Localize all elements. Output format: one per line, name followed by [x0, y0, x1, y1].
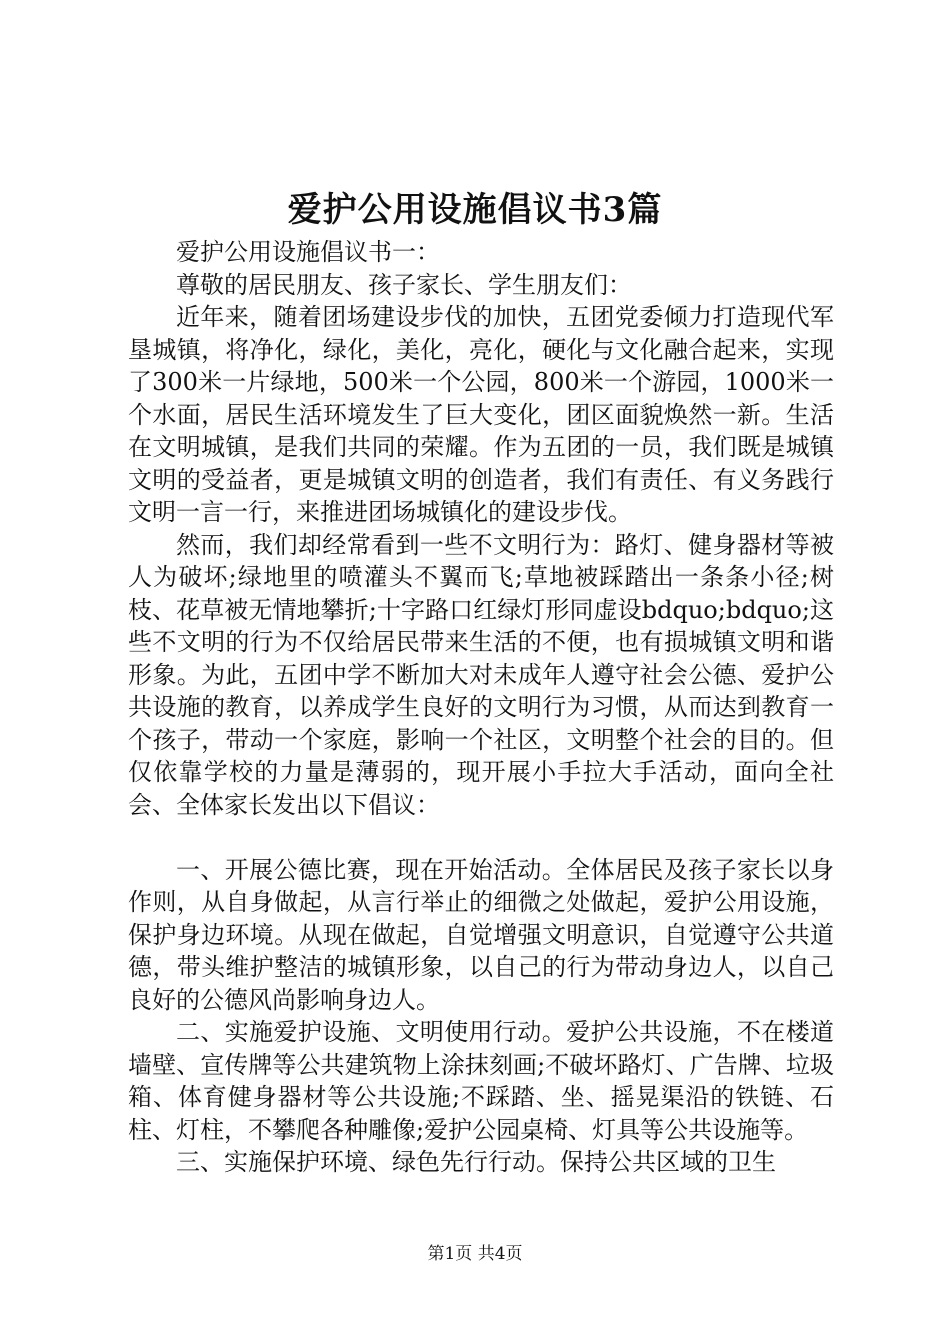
page-number-footer: 第1页 共4页	[427, 1244, 523, 1264]
paragraph-problems: 然而，我们却经常看到一些不文明行为：路灯、健身器材等被人为破坏;绿地里的喷灌头不翼而飞;草地被踩踏出一条条小径;树枝、花草被无情地攀折;十字路口红绿灯形同虚设bdquo;bdquo;这些不文明的行为不仅给居民带来生活的不便，也有损城镇文明和谐形象。为此，五团中学不断加大对未成年人遵守社会公德、爱护公共设施的教育，以养成学生良好的文明行为习惯，从而达到教育一个孩子，带动一个家庭，影响一个社区，文明整个社会的目的。但仅依靠学校的力量是薄弱的，现开展小手拉大手活动，面向全社会、全体家长发出以下倡议：	[128, 530, 834, 819]
paragraph-proposal-3: 三、实施保护环境、绿色先行行动。保持公共区域的卫生	[176, 1148, 776, 1176]
page-title: 爱护公用设施倡议书3篇	[287, 190, 663, 230]
paragraph-salutation: 尊敬的居民朋友、孩子家长、学生朋友们：	[176, 270, 632, 299]
paragraph-proposal-2: 二、实施爱护设施、文明使用行动。爱护公共设施，不在楼道墙壁、宣传牌等公共建筑物上涂抹刻画;不破坏路灯、广告牌、垃圾箱、体育健身器材等公共设施;不踩踏、坐、摇晃渠沿的铁链、石柱、灯柱，不攀爬各种雕像;爱护公园桌椅、灯具等公共设施等。	[128, 1018, 834, 1144]
paragraph-intro: 近年来，随着团场建设步伐的加快，五团党委倾力打造现代军垦城镇，将净化，绿化，美化，亮化，硬化与文化融合起来，实现了300米一片绿地，500米一个公园，800米一个游园，1000米一个水面，居民生活环境发生了巨大变化，团区面貌焕然一新。生活在文明城镇，是我们共同的荣耀。作为五团的一员，我们既是城镇文明的受益者，更是城镇文明的创造者，我们有责任、有义务践行文明一言一行，来推进团场城镇化的建设步伐。	[128, 303, 834, 526]
paragraph-heading: 爱护公用设施倡议书一：	[176, 238, 440, 266]
document-body	[128, 236, 834, 1179]
paragraph-proposal-1: 一、开展公德比赛，现在开始活动。全体居民及孩子家长以身作则，从自身做起，从言行举止的细微之处做起，爱护公用设施，保护身边环境。从现在做起，自觉增强文明意识，自觉遵守公共道德，带头维护整洁的城镇形象，以自己的行为带动身边人，以自己良好的公德风尚影响身边人。	[128, 855, 834, 1014]
blank-line	[128, 821, 834, 854]
